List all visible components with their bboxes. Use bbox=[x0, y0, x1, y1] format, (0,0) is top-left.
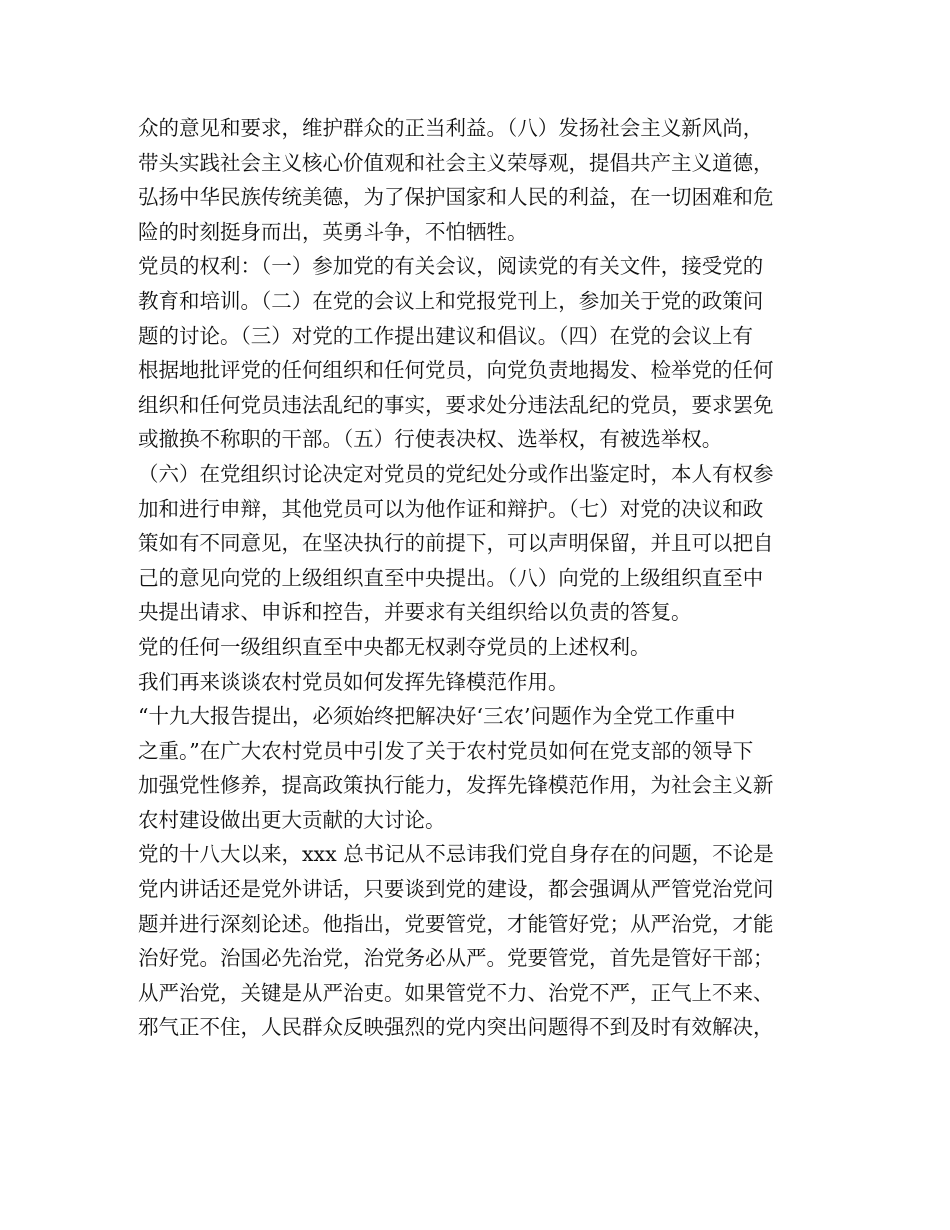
text-line: 加强党性修养，提高政策执行能力，发挥先锋模范作用，为社会主义新 bbox=[138, 773, 774, 798]
text-line: 或撤换不称职的干部。（五）行使表决权、选举权，有被选举权。 bbox=[138, 427, 723, 452]
text-line: 治好党。治国必先治党，治党务必从严。党要管党，首先是管好干部； bbox=[138, 946, 774, 971]
document-body bbox=[138, 111, 818, 1045]
text-line: “十九大报告提出，必须始终把解决好‘三农’问题作为全党工作重中 bbox=[138, 704, 736, 729]
text-line: 险的时刻挺身而出，英勇斗争，不怕牺牲。 bbox=[138, 219, 528, 244]
text-line: 众的意见和要求，维护群众的正当利益。（八）发扬社会主义新风尚， bbox=[138, 116, 764, 140]
text-line: 加和进行申辩，其他党员可以为他作证和辩护。（七）对党的决议和政 bbox=[138, 496, 764, 521]
text-line: 党的任何一级组织直至中央都无权剥夺党员的上述权利。 bbox=[138, 634, 651, 659]
text-line: 农村建设做出更大贡献的大讨论。 bbox=[138, 807, 446, 832]
text-line: 题并进行深刻论述。他指出，党要管党，才能管好党；从严治党，才能 bbox=[138, 911, 774, 936]
text-line: 从严治党，关键是从严治吏。如果管党不力、治党不严，正气上不来、 bbox=[138, 980, 774, 1005]
text-line: 己的意见向党的上级组织直至中央提出。（八）向党的上级组织直至中 bbox=[138, 565, 764, 590]
text-line: 之重。”在广大农村党员中引发了关于农村党员如何在党支部的领导下 bbox=[138, 738, 754, 763]
text-line: 根据地批评党的任何组织和任何党员，向党负责地揭发、检举党的任何 bbox=[138, 358, 774, 383]
text-line: 组织和任何党员违法乱纪的事实，要求处分违法乱纪的党员，要求罢免 bbox=[138, 392, 774, 417]
text-line: 策如有不同意见，在坚决执行的前提下，可以声明保留，并且可以把自 bbox=[138, 531, 774, 556]
text-line: 弘扬中华民族传统美德，为了保护国家和人民的利益，在一切困难和危 bbox=[138, 185, 774, 210]
text-line: 题的讨论。（三）对党的工作提出建议和倡议。（四）在党的会议上有 bbox=[138, 323, 753, 348]
text-line: （六）在党组织讨论决定对党员的党纪处分或作出鉴定时，本人有权参 bbox=[138, 461, 774, 486]
text-line: 党内讲话还是党外讲话，只要谈到党的建设，都会强调从严管党治党问 bbox=[138, 877, 774, 902]
text-line: 党员的权利：（一）参加党的有关会议，阅读党的有关文件，接受党的 bbox=[138, 254, 764, 279]
text-line: 我们再来谈谈农村党员如何发挥先锋模范作用。 bbox=[138, 669, 569, 694]
text-line: 邪气正不住，人民群众反映强烈的党内突出问题得不到及时有效解决， bbox=[138, 1015, 774, 1040]
text-line: 党的十八大以来，xxx 总书记从不忌讳我们党自身存在的问题，不论是 bbox=[138, 842, 774, 867]
text-line: 央提出请求、申诉和控告，并要求有关组织给以负责的答复。 bbox=[138, 600, 692, 625]
text-line: 教育和培训。（二）在党的会议上和党报党刊上，参加关于党的政策问 bbox=[138, 288, 764, 313]
text-line: 带头实践社会主义核心价值观和社会主义荣辱观，提倡共产主义道德， bbox=[138, 150, 774, 175]
